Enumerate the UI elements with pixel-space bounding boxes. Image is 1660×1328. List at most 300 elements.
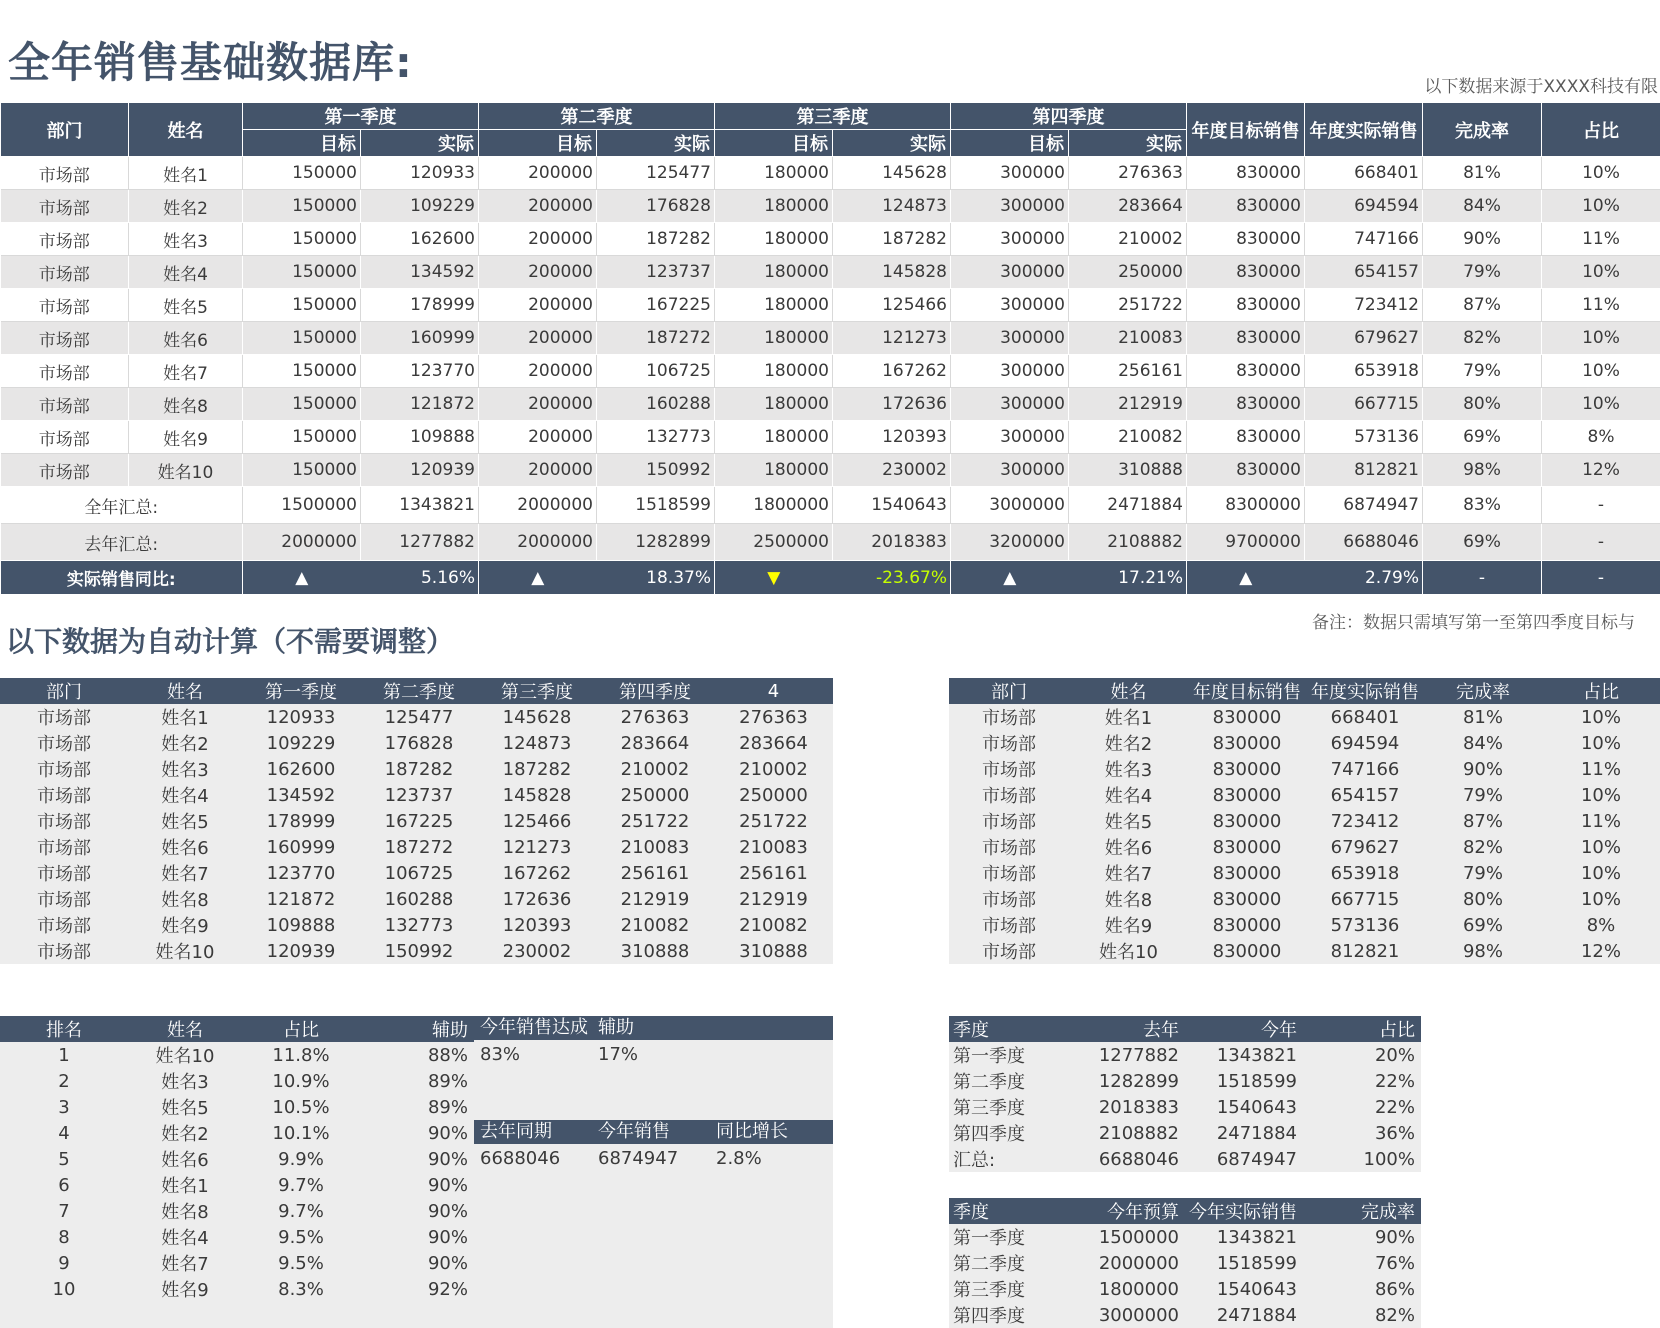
column-header: 辅助 — [360, 1016, 474, 1042]
column-header: 第二季度 — [360, 678, 478, 704]
dept-cell: 市场部 — [1, 322, 129, 355]
table-cell: 1277882 — [1067, 1042, 1185, 1068]
table-row — [949, 1302, 1421, 1328]
value-cell: 125466 — [833, 289, 951, 322]
value-cell: 276363 — [1069, 157, 1187, 190]
name-cell: 姓名7 — [129, 355, 243, 388]
table-row — [0, 1250, 474, 1276]
name-cell: 姓名3 — [129, 223, 243, 256]
table-cell: 市场部 — [949, 808, 1069, 834]
table-cell: 100% — [1303, 1146, 1421, 1172]
table-row — [949, 1250, 1421, 1276]
share-cell: 8% — [1542, 421, 1660, 454]
table-row — [949, 1146, 1421, 1172]
share-cell: 11% — [1542, 289, 1660, 322]
total-value-cell: 2000000 — [479, 487, 597, 524]
table-cell: 89% — [360, 1068, 474, 1094]
table-cell: 172636 — [478, 886, 596, 912]
table-row — [949, 886, 1660, 912]
dept-cell: 市场部 — [1, 289, 129, 322]
value-cell: 145628 — [833, 157, 951, 190]
table-cell: 第二季度 — [949, 1250, 1067, 1276]
table-cell: 9.5% — [242, 1250, 360, 1276]
table-row — [1, 322, 1660, 355]
table-cell: 121872 — [242, 886, 360, 912]
table-cell: 1540643 — [1185, 1276, 1303, 1302]
table-cell: 2471884 — [1185, 1120, 1303, 1146]
table-cell: 250000 — [714, 782, 833, 808]
value-cell: 180000 — [715, 322, 833, 355]
up-arrow-icon: ▲ — [479, 561, 597, 595]
column-header: 季度 — [949, 1198, 1067, 1224]
table-row — [1, 421, 1660, 454]
header-actual: 实际 — [597, 130, 715, 157]
table-cell: 125466 — [478, 808, 596, 834]
table-cell: 10% — [1542, 704, 1660, 730]
value-cell: 109229 — [361, 190, 479, 223]
table-cell: 1343821 — [1185, 1224, 1303, 1250]
value-cell: 150000 — [243, 190, 361, 223]
value-cell: 162600 — [361, 223, 479, 256]
table-cell: 36% — [1303, 1120, 1421, 1146]
header-annual-actual: 年度实际销售 — [1305, 103, 1423, 157]
table-row — [1, 256, 1660, 289]
value-cell: 150000 — [243, 355, 361, 388]
table-cell: 市场部 — [0, 860, 128, 886]
header-name: 姓名 — [129, 103, 243, 157]
table-cell: 1800000 — [1067, 1276, 1185, 1302]
table-row — [0, 704, 833, 730]
table-cell: 姓名7 — [128, 860, 242, 886]
table-cell: 830000 — [1188, 782, 1306, 808]
yoy-value: 18.37% — [597, 561, 715, 595]
column-header: 第四季度 — [596, 678, 714, 704]
table-cell: 160288 — [360, 886, 478, 912]
table-cell: 276363 — [596, 704, 714, 730]
table-cell: 姓名1 — [128, 704, 242, 730]
up-arrow-icon: ▲ — [1187, 561, 1305, 595]
table-cell: 10.9% — [242, 1068, 360, 1094]
value-cell: 251722 — [1069, 289, 1187, 322]
table-cell: 姓名3 — [128, 1068, 242, 1094]
table-cell: 178999 — [242, 808, 360, 834]
table-row — [949, 834, 1660, 860]
share-cell: 11% — [1542, 223, 1660, 256]
yoy-this-value: 6874947 — [598, 1148, 679, 1169]
value-cell: 180000 — [715, 190, 833, 223]
completion-cell: 81% — [1423, 157, 1542, 190]
dept-cell: 市场部 — [1, 454, 129, 487]
table-row — [0, 1224, 474, 1250]
table-row — [0, 1146, 474, 1172]
total-value-cell: 3000000 — [951, 487, 1069, 524]
total-value-cell: 2018383 — [833, 524, 951, 561]
table-cell: 167225 — [360, 808, 478, 834]
table-cell: 第三季度 — [949, 1094, 1067, 1120]
value-cell: 300000 — [951, 388, 1069, 421]
table-cell: 10% — [1542, 860, 1660, 886]
table-cell: 124873 — [478, 730, 596, 756]
value-cell: 160999 — [361, 322, 479, 355]
yoy-header-this: 今年销售 — [598, 1121, 670, 1142]
table-row — [949, 1042, 1421, 1068]
table-cell: 姓名6 — [128, 1146, 242, 1172]
table-cell: 76% — [1303, 1250, 1421, 1276]
table-cell: 145628 — [478, 704, 596, 730]
table-cell: 187282 — [360, 756, 478, 782]
table-row — [949, 782, 1660, 808]
table-cell: 176828 — [360, 730, 478, 756]
column-header: 今年 — [1185, 1016, 1303, 1042]
table-cell: 22% — [1303, 1068, 1421, 1094]
table-cell: 1540643 — [1185, 1094, 1303, 1120]
total-value-cell: 1282899 — [597, 524, 715, 561]
dept-cell: 市场部 — [1, 355, 129, 388]
value-cell: 230002 — [833, 454, 951, 487]
table-cell: 姓名8 — [128, 1198, 242, 1224]
value-cell: 150000 — [243, 322, 361, 355]
table-cell: 8.3% — [242, 1276, 360, 1302]
table-cell: 9.9% — [242, 1146, 360, 1172]
value-cell: 300000 — [951, 322, 1069, 355]
table-cell: 市场部 — [949, 886, 1069, 912]
value-cell: 256161 — [1069, 355, 1187, 388]
table-cell: 668401 — [1306, 704, 1424, 730]
table-cell: 第二季度 — [949, 1068, 1067, 1094]
table-cell: 3 — [0, 1094, 128, 1120]
table-cell: 市场部 — [0, 834, 128, 860]
table-cell: 667715 — [1306, 886, 1424, 912]
table-cell: 汇总: — [949, 1146, 1067, 1172]
value-cell: 180000 — [715, 355, 833, 388]
table-row — [0, 1198, 474, 1224]
table-row — [0, 1094, 474, 1120]
table-cell: 1 — [0, 1042, 128, 1068]
yoy-compare-row — [1, 561, 1660, 595]
value-cell: 300000 — [951, 256, 1069, 289]
value-cell: 830000 — [1187, 256, 1305, 289]
table-cell: 654157 — [1306, 782, 1424, 808]
table-cell: 1282899 — [1067, 1068, 1185, 1094]
totals-label: 全年汇总: — [1, 487, 243, 524]
value-cell: 250000 — [1069, 256, 1187, 289]
table-cell: 姓名5 — [128, 808, 242, 834]
value-cell: 150000 — [243, 157, 361, 190]
total-value-cell: 3200000 — [951, 524, 1069, 561]
season-compare-table — [949, 1016, 1421, 1172]
page-title: 全年销售基础数据库: — [8, 38, 413, 87]
table-cell: 310888 — [596, 938, 714, 964]
value-cell: 200000 — [479, 190, 597, 223]
annual-summary-table — [949, 678, 1660, 964]
table-cell: 830000 — [1188, 938, 1306, 964]
dept-cell: 市场部 — [1, 190, 129, 223]
value-cell: 830000 — [1187, 421, 1305, 454]
name-cell: 姓名4 — [129, 256, 243, 289]
table-row — [0, 834, 833, 860]
table-cell: 310888 — [714, 938, 833, 964]
table-cell: 第四季度 — [949, 1120, 1067, 1146]
table-row — [0, 938, 833, 964]
table-cell: 283664 — [596, 730, 714, 756]
value-cell: 121273 — [833, 322, 951, 355]
column-header: 排名 — [0, 1016, 128, 1042]
total-value-cell: 1343821 — [361, 487, 479, 524]
table-cell: 230002 — [478, 938, 596, 964]
total-value-cell: 2471884 — [1069, 487, 1187, 524]
header-q4: 第四季度 — [951, 103, 1187, 130]
table-cell: 市场部 — [949, 756, 1069, 782]
column-header: 占比 — [1542, 678, 1660, 704]
column-header: 部门 — [949, 678, 1069, 704]
table-cell: 830000 — [1188, 860, 1306, 886]
yoy-header-last: 去年同期 — [480, 1121, 552, 1142]
table-cell: 2 — [0, 1068, 128, 1094]
table-cell: 11% — [1542, 756, 1660, 782]
table-cell: 90% — [360, 1250, 474, 1276]
table-cell: 姓名9 — [128, 912, 242, 938]
achieve-value: 83% — [480, 1044, 521, 1065]
table-row — [949, 808, 1660, 834]
table-cell: 82% — [1303, 1302, 1421, 1328]
dept-cell: 市场部 — [1, 157, 129, 190]
yoy-value: 2.79% — [1305, 561, 1423, 595]
name-cell: 姓名6 — [129, 322, 243, 355]
table-row — [949, 756, 1660, 782]
yoy-growth-value: 2.8% — [716, 1148, 762, 1169]
value-cell: 150000 — [243, 289, 361, 322]
value-cell: 200000 — [479, 322, 597, 355]
table-cell: 256161 — [714, 860, 833, 886]
achieve-header-label: 今年销售达成 — [480, 1017, 588, 1038]
table-cell: 姓名6 — [128, 834, 242, 860]
table-cell: 姓名7 — [128, 1250, 242, 1276]
table-cell: 1518599 — [1185, 1068, 1303, 1094]
completion-cell: 69% — [1423, 421, 1542, 454]
table-cell: 2018383 — [1067, 1094, 1185, 1120]
value-cell: 679627 — [1305, 322, 1423, 355]
total-value-cell: 8300000 — [1187, 487, 1305, 524]
table-cell: 160999 — [242, 834, 360, 860]
totals-label: 去年汇总: — [1, 524, 243, 561]
table-row — [0, 756, 833, 782]
source-note: 以下数据来源于XXXX科技有限 — [1424, 77, 1658, 97]
value-cell: 694594 — [1305, 190, 1423, 223]
value-cell: 132773 — [597, 421, 715, 454]
value-cell: 121872 — [361, 388, 479, 421]
table-cell: 212919 — [714, 886, 833, 912]
table-cell: 市场部 — [0, 730, 128, 756]
table-cell: 10% — [1542, 730, 1660, 756]
completion-cell: 82% — [1423, 322, 1542, 355]
value-cell: 654157 — [1305, 256, 1423, 289]
table-cell: 162600 — [242, 756, 360, 782]
table-cell: 8% — [1542, 912, 1660, 938]
table-cell: 市场部 — [0, 704, 128, 730]
table-cell: 747166 — [1306, 756, 1424, 782]
column-header: 去年 — [1067, 1016, 1185, 1042]
column-header: 年度实际销售 — [1306, 678, 1424, 704]
column-header: 年度目标销售 — [1188, 678, 1306, 704]
table-cell: 653918 — [1306, 860, 1424, 886]
table-cell: 82% — [1424, 834, 1542, 860]
value-cell: 160288 — [597, 388, 715, 421]
table-cell: 第四季度 — [949, 1302, 1067, 1328]
value-cell: 210083 — [1069, 322, 1187, 355]
column-header: 占比 — [1303, 1016, 1421, 1042]
table-cell: 姓名1 — [1069, 704, 1188, 730]
total-value-cell: 2108882 — [1069, 524, 1187, 561]
table-cell: 90% — [360, 1172, 474, 1198]
table-row — [0, 730, 833, 756]
table-cell: 106725 — [360, 860, 478, 886]
value-cell: 120393 — [833, 421, 951, 454]
column-header: 4 — [714, 678, 833, 704]
name-cell: 姓名8 — [129, 388, 243, 421]
dept-cell: 市场部 — [1, 388, 129, 421]
up-arrow-icon: ▲ — [951, 561, 1069, 595]
table-row — [0, 860, 833, 886]
table-cell: 3000000 — [1067, 1302, 1185, 1328]
table-cell: 22% — [1303, 1094, 1421, 1120]
value-cell: 178999 — [361, 289, 479, 322]
header-target: 目标 — [479, 130, 597, 157]
table-row — [949, 1120, 1421, 1146]
achieve-panel — [474, 1016, 833, 1328]
value-cell: 124873 — [833, 190, 951, 223]
table-cell: 86% — [1303, 1276, 1421, 1302]
auto-calc-title: 以下数据为自动计算（不需要调整） — [6, 625, 455, 658]
table-cell: 150992 — [360, 938, 478, 964]
value-cell: 300000 — [951, 289, 1069, 322]
completion-cell: 98% — [1423, 454, 1542, 487]
table-row — [1, 388, 1660, 421]
value-cell: 150992 — [597, 454, 715, 487]
value-cell: 812821 — [1305, 454, 1423, 487]
total-share-cell: - — [1542, 487, 1660, 524]
table-cell: 姓名8 — [1069, 886, 1188, 912]
table-cell: 80% — [1424, 886, 1542, 912]
value-cell: 210002 — [1069, 223, 1187, 256]
table-cell: 120393 — [478, 912, 596, 938]
completion-cell: 79% — [1423, 355, 1542, 388]
table-row — [949, 730, 1660, 756]
value-cell: 830000 — [1187, 322, 1305, 355]
column-header: 姓名 — [128, 678, 242, 704]
table-cell: 210002 — [596, 756, 714, 782]
dept-cell: 市场部 — [1, 256, 129, 289]
value-cell: 180000 — [715, 157, 833, 190]
table-cell: 市场部 — [0, 912, 128, 938]
table-cell: 市场部 — [949, 938, 1069, 964]
table-cell: 9.5% — [242, 1224, 360, 1250]
table-cell: 姓名9 — [1069, 912, 1188, 938]
table-row — [1, 454, 1660, 487]
table-row — [1, 355, 1660, 388]
table-cell: 7 — [0, 1198, 128, 1224]
table-cell: 679627 — [1306, 834, 1424, 860]
name-cell: 姓名9 — [129, 421, 243, 454]
table-cell: 10% — [1542, 834, 1660, 860]
table-cell: 市场部 — [949, 834, 1069, 860]
total-value-cell: 1500000 — [243, 487, 361, 524]
table-row — [949, 704, 1660, 730]
header-actual: 实际 — [361, 130, 479, 157]
value-cell: 830000 — [1187, 223, 1305, 256]
table-row — [949, 1068, 1421, 1094]
header-target: 目标 — [243, 130, 361, 157]
table-cell: 90% — [1303, 1224, 1421, 1250]
table-cell: 187272 — [360, 834, 478, 860]
value-cell: 150000 — [243, 421, 361, 454]
completion-cell: 79% — [1423, 256, 1542, 289]
table-cell: 5 — [0, 1146, 128, 1172]
table-cell: 姓名2 — [1069, 730, 1188, 756]
yoy-share-cell: - — [1542, 561, 1660, 595]
table-row — [0, 808, 833, 834]
value-cell: 830000 — [1187, 289, 1305, 322]
table-row — [0, 1068, 474, 1094]
value-cell: 120933 — [361, 157, 479, 190]
table-cell: 694594 — [1306, 730, 1424, 756]
table-cell: 9.7% — [242, 1198, 360, 1224]
table-cell: 姓名7 — [1069, 860, 1188, 886]
value-cell: 747166 — [1305, 223, 1423, 256]
table-cell: 2108882 — [1067, 1120, 1185, 1146]
table-cell: 市场部 — [949, 782, 1069, 808]
table-row — [949, 912, 1660, 938]
table-cell: 市场部 — [0, 808, 128, 834]
value-cell: 300000 — [951, 355, 1069, 388]
table-cell: 167262 — [478, 860, 596, 886]
header-q3: 第三季度 — [715, 103, 951, 130]
table-cell: 120939 — [242, 938, 360, 964]
table-cell: 姓名4 — [128, 1224, 242, 1250]
value-cell: 668401 — [1305, 157, 1423, 190]
table-row — [1, 190, 1660, 223]
value-cell: 125477 — [597, 157, 715, 190]
share-cell: 10% — [1542, 157, 1660, 190]
name-cell: 姓名1 — [129, 157, 243, 190]
value-cell: 830000 — [1187, 454, 1305, 487]
header-annual-target: 年度目标销售 — [1187, 103, 1305, 157]
table-cell: 92% — [360, 1276, 474, 1302]
table-cell: 6 — [0, 1172, 128, 1198]
table-cell: 145828 — [478, 782, 596, 808]
table-cell: 88% — [360, 1042, 474, 1068]
value-cell: 180000 — [715, 454, 833, 487]
table-cell: 姓名3 — [1069, 756, 1188, 782]
value-cell: 106725 — [597, 355, 715, 388]
value-cell: 145828 — [833, 256, 951, 289]
column-header: 完成率 — [1303, 1198, 1421, 1224]
share-cell: 12% — [1542, 454, 1660, 487]
value-cell: 200000 — [479, 388, 597, 421]
table-cell: 第三季度 — [949, 1276, 1067, 1302]
down-arrow-icon: ▼ — [715, 561, 833, 595]
note-text: 备注：数据只需填写第一至第四季度目标与 — [1312, 613, 1635, 633]
table-cell: 4 — [0, 1120, 128, 1146]
table-cell: 12% — [1542, 938, 1660, 964]
table-cell: 210082 — [714, 912, 833, 938]
share-cell: 10% — [1542, 256, 1660, 289]
column-header: 部门 — [0, 678, 128, 704]
table-cell: 10.5% — [242, 1094, 360, 1120]
table-cell: 1343821 — [1185, 1042, 1303, 1068]
value-cell: 180000 — [715, 421, 833, 454]
header-dept: 部门 — [1, 103, 129, 157]
table-cell: 姓名4 — [128, 782, 242, 808]
